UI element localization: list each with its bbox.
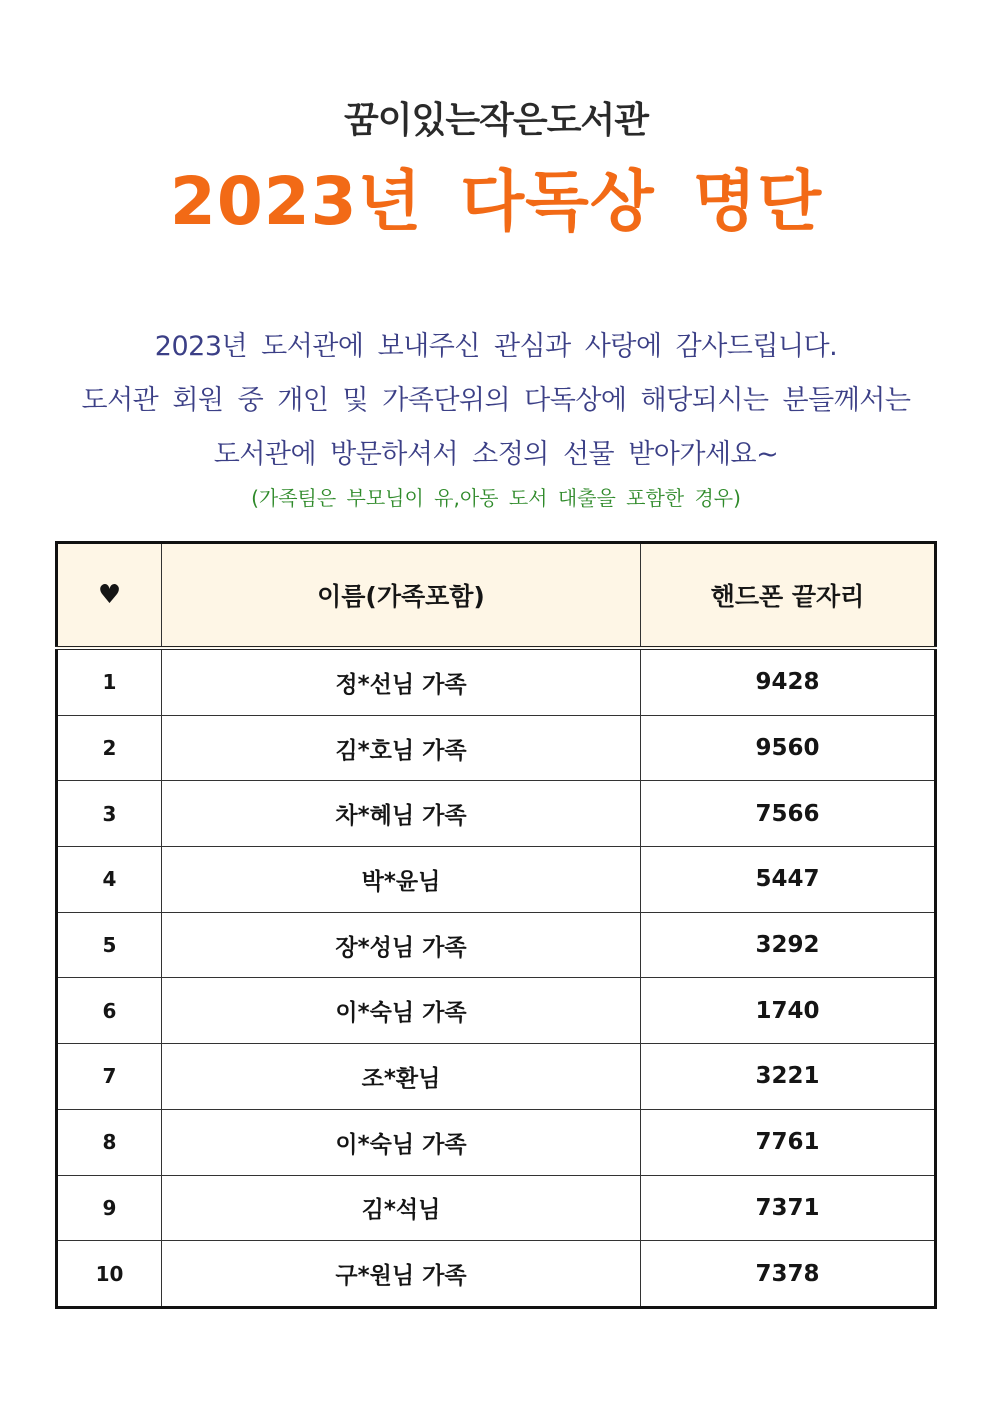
row-number: 9: [57, 1175, 162, 1241]
row-phone-suffix: 5447: [641, 847, 936, 913]
row-phone-suffix: 1740: [641, 978, 936, 1044]
row-number: 10: [57, 1241, 162, 1308]
row-name: 박*윤님: [162, 847, 641, 913]
table-row: [57, 1175, 936, 1241]
row-number: 6: [57, 978, 162, 1044]
row-number: 4: [57, 847, 162, 913]
row-number: 1: [57, 648, 162, 715]
table-row: [57, 1241, 936, 1308]
table-row: [57, 1109, 936, 1175]
row-name: 이*숙님 가족: [162, 1109, 641, 1175]
row-name: 김*석님: [162, 1175, 641, 1241]
row-name: 구*원님 가족: [162, 1241, 641, 1308]
table-row: [57, 648, 936, 715]
heart-icon: ♥: [97, 580, 122, 610]
column-header-number: [57, 543, 162, 649]
family-team-note: (가족팀은 부모님이 유,아동 도서 대출을 포함한 경우): [251, 486, 741, 510]
column-header-name: 이름(가족포함): [162, 543, 641, 649]
award-roster-table: [55, 541, 937, 1309]
message-line-1: 2023년 도서관에 보내주신 관심과 사랑에 감사드립니다.: [154, 331, 838, 362]
row-number: 2: [57, 715, 162, 781]
row-phone-suffix: 3292: [641, 912, 936, 978]
row-name: 조*환님: [162, 1044, 641, 1110]
column-header-phone: 핸드폰 끝자리: [641, 543, 936, 649]
row-phone-suffix: 7566: [641, 781, 936, 847]
row-phone-suffix: 7761: [641, 1109, 936, 1175]
row-phone-suffix: 9428: [641, 648, 936, 715]
page-title: 2023년 다독상 명단: [169, 163, 823, 240]
table-row: [57, 912, 936, 978]
row-number: 8: [57, 1109, 162, 1175]
table-row: [57, 715, 936, 781]
message-line-3: 도서관에 방문하셔서 소정의 선물 받아가세요~: [213, 439, 779, 470]
table-row: [57, 781, 936, 847]
table-row: [57, 1044, 936, 1110]
row-number: 5: [57, 912, 162, 978]
row-phone-suffix: 3221: [641, 1044, 936, 1110]
row-phone-suffix: 7371: [641, 1175, 936, 1241]
message-line-2: 도서관 회원 중 개인 및 가족단위의 다독상에 해당되시는 분들께서는: [81, 385, 911, 416]
row-name: 차*혜님 가족: [162, 781, 641, 847]
row-name: 김*호님 가족: [162, 715, 641, 781]
row-name: 장*성님 가족: [162, 912, 641, 978]
row-phone-suffix: 9560: [641, 715, 936, 781]
table-row: [57, 847, 936, 913]
row-number: 7: [57, 1044, 162, 1110]
table-row: [57, 978, 936, 1044]
row-name: 이*숙님 가족: [162, 978, 641, 1044]
row-number: 3: [57, 781, 162, 847]
row-phone-suffix: 7378: [641, 1241, 936, 1308]
row-name: 정*선님 가족: [162, 648, 641, 715]
table-header-row: [57, 543, 936, 649]
library-name: 꿈이있는작은도서관: [344, 100, 648, 141]
